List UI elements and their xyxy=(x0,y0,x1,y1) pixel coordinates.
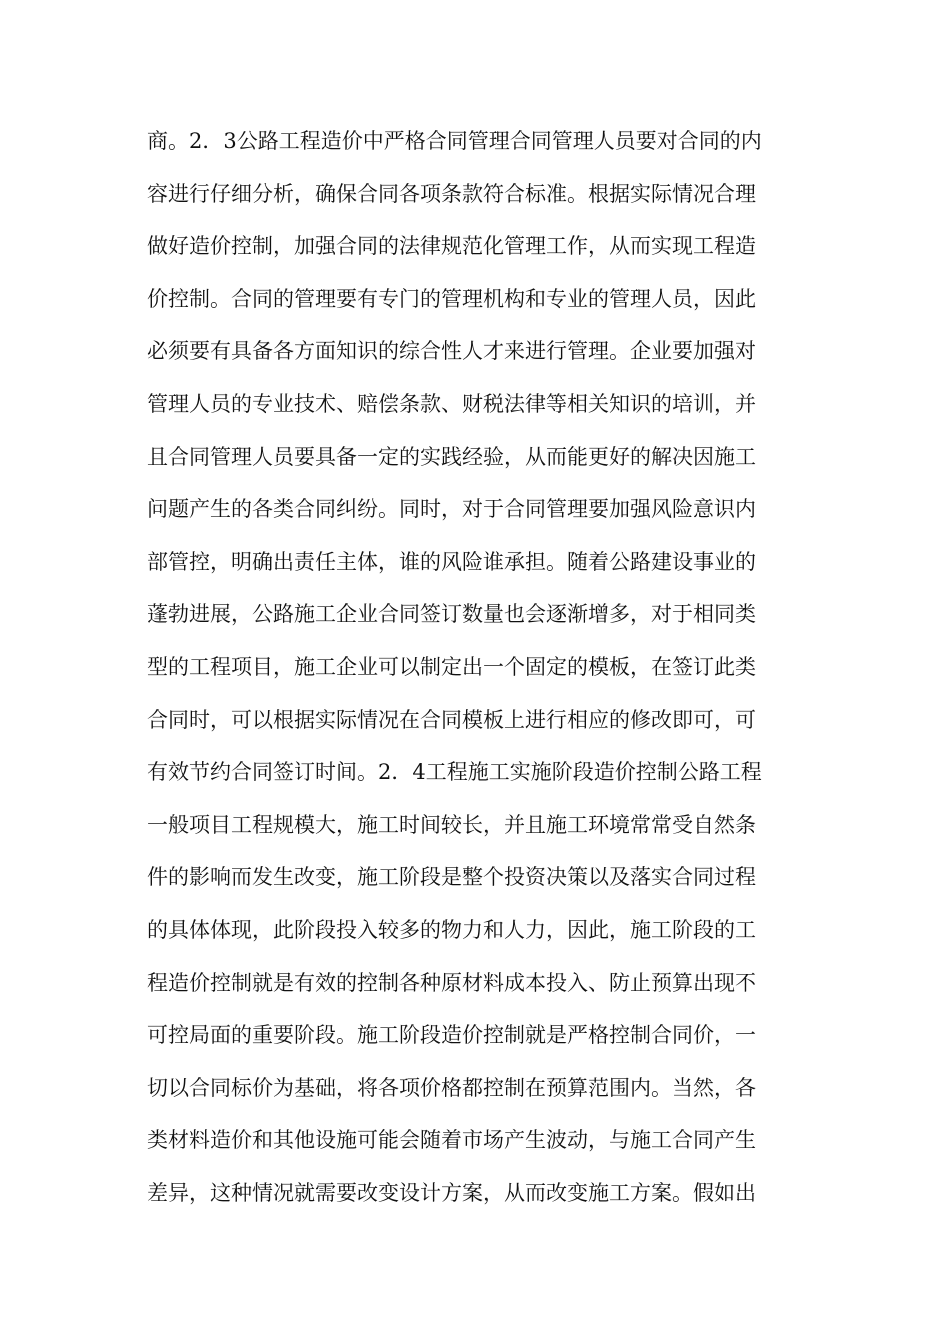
text-line: 价控制。合同的管理要有专门的管理机构和专业的管理人员，因此 xyxy=(147,286,756,311)
text-line: 容进行仔细分析，确保合同各项条款符合标准。根据实际情况合理 xyxy=(147,181,756,206)
text-line: 有效节约合同签订时间。2．4工程施工实施阶段造价控制公路工程 xyxy=(147,760,762,785)
text-line: 差异，这种情况就需要改变设计方案，从而改变施工方案。假如出 xyxy=(147,1180,756,1205)
text-line: 件的影响而发生改变，施工阶段是整个投资决策以及落实合同过程 xyxy=(147,865,756,890)
text-line: 问题产生的各类合同纠纷。同时，对于合同管理要加强风险意识内 xyxy=(147,497,756,522)
text-line: 管理人员的专业技术、赔偿条款、财税法律等相关知识的培训，并 xyxy=(147,391,756,416)
text-line: 一般项目工程规模大，施工时间较长，并且施工环境常常受自然条 xyxy=(147,812,756,837)
text-line: 蓬勃进展，公路施工企业合同签订数量也会逐渐增多，对于相同类 xyxy=(147,602,756,627)
text-line: 型的工程项目，施工企业可以制定出一个固定的模板，在签订此类 xyxy=(147,654,756,679)
text-line: 的具体体现，此阶段投入较多的物力和人力，因此，施工阶段的工 xyxy=(147,917,756,942)
text-line: 合同时，可以根据实际情况在合同模板上进行相应的修改即可，可 xyxy=(147,707,756,732)
text-line: 可控局面的重要阶段。施工阶段造价控制就是严格控制合同价，一 xyxy=(147,1023,756,1048)
text-line: 程造价控制就是有效的控制各种原材料成本投入、防止预算出现不 xyxy=(147,970,756,995)
text-line: 商。2．3公路工程造价中严格合同管理合同管理人员要对合同的内 xyxy=(147,129,762,153)
text-line: 切以合同标价为基础，将各项价格都控制在预算范围内。当然，各 xyxy=(147,1075,756,1100)
text-line: 部管控，明确出责任主体，谁的风险谁承担。随着公路建设事业的 xyxy=(147,549,756,574)
text-line: 类材料造价和其他设施可能会随着市场产生波动，与施工合同产生 xyxy=(147,1128,756,1153)
body-text xyxy=(147,115,807,1219)
text-line: 必须要有具备各方面知识的综合性人才来进行管理。企业要加强对 xyxy=(147,339,756,364)
text-line: 做好造价控制，加强合同的法律规范化管理工作，从而实现工程造 xyxy=(147,234,756,259)
text-line: 且合同管理人员要具备一定的实践经验，从而能更好的解决因施工 xyxy=(147,444,756,469)
